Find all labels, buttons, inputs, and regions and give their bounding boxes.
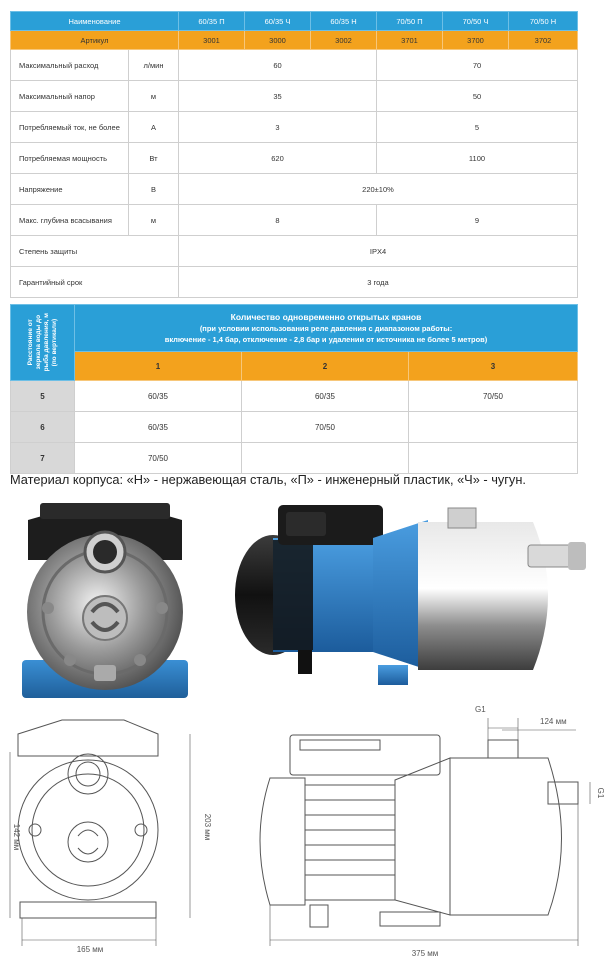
spec-row-warranty (11, 267, 578, 298)
spec-value: 620 (179, 143, 377, 174)
spec-label: Потребляемая мощность (11, 143, 129, 174)
spec-value: 60 (179, 50, 377, 81)
spec-label: Потребляемый ток, не более (11, 112, 129, 143)
outlet-offset-label: 124 мм (540, 717, 567, 726)
pump-side-photo (228, 500, 600, 700)
spec-row-suction (11, 205, 578, 236)
spec-value: 5 (377, 112, 578, 143)
front-height2-label: 142 мм (12, 823, 21, 851)
spec-row-power (11, 143, 578, 174)
article-label: Артикул (11, 31, 179, 50)
front-width-label: 165 мм (76, 945, 104, 954)
taps-cell: 60/35 (242, 381, 409, 412)
spec-value: 3 (179, 112, 377, 143)
spec-unit: л/мин (129, 50, 179, 81)
spec-label: Максимальный расход (11, 50, 129, 81)
spec-unit: Вт (129, 143, 179, 174)
spec-row-flow (11, 50, 578, 81)
taps-count-header: 3 (409, 352, 578, 381)
depth-value: 5 (11, 381, 75, 412)
spec-value: 9 (377, 205, 578, 236)
spec-value: 8 (179, 205, 377, 236)
depth-value: 7 (11, 443, 75, 474)
model-header: 70/50 Н (509, 12, 578, 31)
spec-label: Максимальный напор (11, 81, 129, 112)
side-drawing (230, 700, 605, 968)
spec-unit: А (129, 112, 179, 143)
taps-title-line: Количество одновременно открытых кранов (230, 311, 422, 322)
spec-table (10, 11, 578, 298)
article-code: 3701 (377, 31, 443, 50)
taps-cell: 60/35 (75, 381, 242, 412)
spec-header-row (11, 12, 578, 31)
front-drawing (0, 712, 230, 968)
model-header: 70/50 Ч (443, 12, 509, 31)
taps-row (11, 443, 578, 474)
spec-unit: м (129, 81, 179, 112)
taps-count-header: 2 (242, 352, 409, 381)
article-code: 3702 (509, 31, 578, 50)
side-width-label: 375 мм (411, 949, 439, 958)
article-code: 3000 (245, 31, 311, 50)
spec-row-protection (11, 236, 578, 267)
model-header: 60/35 Н (311, 12, 377, 31)
taps-row (11, 412, 578, 443)
taps-row (11, 381, 578, 412)
spec-value: 3 года (179, 267, 578, 298)
depth-value: 6 (11, 412, 75, 443)
depth-side-label (11, 305, 75, 381)
spec-unit: В (129, 174, 179, 205)
g1-side-label: G1 (596, 787, 605, 799)
depth-side-text: Расстояние от зеркала воды до рыба давления, м (по вертикали) (26, 313, 58, 372)
front-height-label: 203 мм (203, 813, 212, 841)
taps-cell (409, 412, 578, 443)
spec-label: Напряжение (11, 174, 129, 205)
model-header: 70/50 П (377, 12, 443, 31)
spec-value: 70 (377, 50, 578, 81)
header-label: Наименование (11, 12, 179, 31)
g1-top-label: G1 (475, 705, 486, 714)
taps-title-line: (при условии использования реле давления с диапазоном работы: (199, 323, 453, 333)
spec-label: Макс. глубина всасывания (11, 205, 129, 236)
spec-row-current (11, 112, 578, 143)
taps-cell: 70/50 (409, 381, 578, 412)
article-code: 3002 (311, 31, 377, 50)
spec-row-voltage (11, 174, 578, 205)
pump-front-photo (10, 500, 200, 705)
spec-label: Степень защиты (11, 236, 179, 267)
taps-title (75, 305, 578, 352)
spec-value: 35 (179, 81, 377, 112)
spec-value: 220±10% (179, 174, 578, 205)
article-row (11, 31, 578, 50)
model-header: 60/35 П (179, 12, 245, 31)
spec-label: Гарантийный срок (11, 267, 179, 298)
taps-title-line: включение - 1,4 бар, отключение - 2,8 бар и удалении от источника не более 5 метров) (164, 334, 488, 344)
taps-cell (409, 443, 578, 474)
material-caption: Материал корпуса: «Н» - нержавеющая сталь, «П» - инженерный пластик, «Ч» - чугун. (10, 472, 526, 487)
taps-cell (242, 443, 409, 474)
spec-unit: м (129, 205, 179, 236)
taps-cell: 70/50 (75, 443, 242, 474)
spec-row-head (11, 81, 578, 112)
article-code: 3700 (443, 31, 509, 50)
taps-cell: 70/50 (242, 412, 409, 443)
taps-cell: 60/35 (75, 412, 242, 443)
spec-value: IPX4 (179, 236, 578, 267)
model-header: 60/35 Ч (245, 12, 311, 31)
open-taps-table (10, 304, 578, 474)
spec-value: 1100 (377, 143, 578, 174)
spec-value: 50 (377, 81, 578, 112)
taps-count-header: 1 (75, 352, 242, 381)
article-code: 3001 (179, 31, 245, 50)
